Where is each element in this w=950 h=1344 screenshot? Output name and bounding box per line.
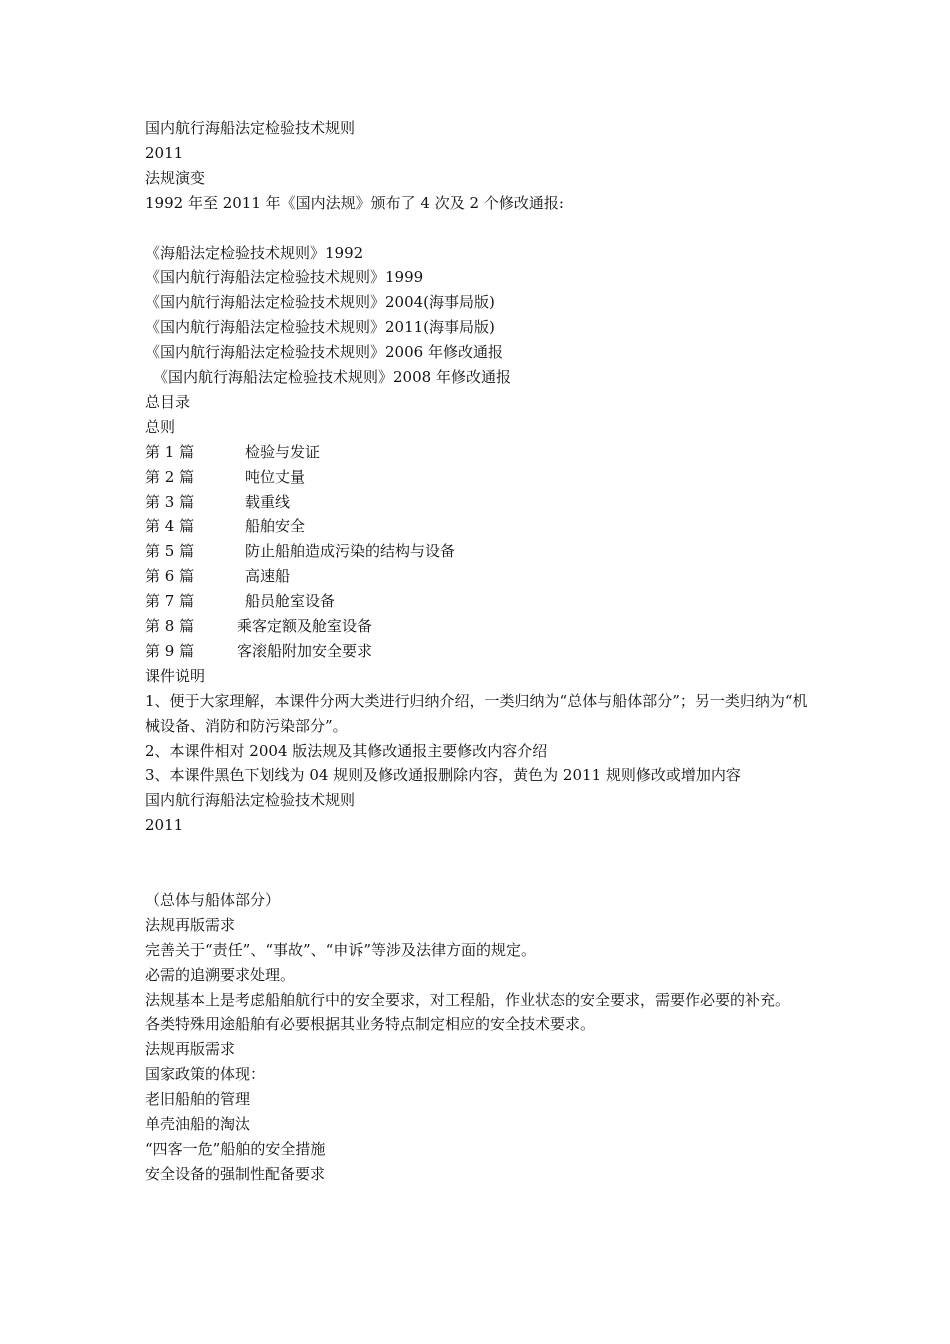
history-heading: 法规演变 [145,168,206,187]
revision-heading: 法规再版需求 [145,915,236,934]
toc-item-title: 乘客定额及舱室设备 [237,617,373,635]
toc-item-number: 第 6 篇 [145,567,195,586]
notes-heading: 课件说明 [145,666,206,685]
toc-item-title: 吨位丈量 [245,467,306,486]
toc-item-number: 第 9 篇 [145,641,195,660]
toc-item-title: 船员舱室设备 [245,592,336,611]
history-item: 《国内航行海船法定检验技术规则》1999 [145,268,424,287]
history-item: 《国内航行海船法定检验技术规则》2008 年修改通报 [153,368,511,387]
policy-item: 单壳油船的淘汰 [145,1115,251,1134]
document-title: 国内航行海船法定检验技术规则 [145,791,356,810]
toc-item-title: 船舶安全 [245,517,306,536]
toc-item-title: 检验与发证 [245,442,321,461]
history-item: 《国内航行海船法定检验技术规则》2004(海事局版) [145,293,495,312]
toc-item-number: 第 7 篇 [145,592,195,611]
toc-item-title: 客滚船附加安全要求 [237,641,373,660]
document-title: 国内航行海船法定检验技术规则 [145,119,356,137]
revision-heading: 法规再版需求 [145,1040,236,1059]
policy-item: “四客一危”船舶的安全措施 [145,1139,326,1158]
toc-item [145,490,815,515]
document-year: 2011 [145,816,184,835]
history-item: 《国内航行海船法定检验技术规则》2011(海事局版) [145,318,495,337]
revision-item: 法规基本上是考虑船舶航行中的安全要求，对工程船，作业状态的安全要求，需要作必要的补充。 [145,990,791,1009]
note-item: 3、本课件黑色下划线为 04 规则及修改通报删除内容，黄色为 2011 规则修改或增加内容 [145,766,741,785]
revision-item: 各类特殊用途船舶有必要根据其业务特点制定相应的安全技术要求。 [145,1015,596,1034]
policy-heading: 国家政策的体现： [145,1065,266,1084]
toc-item [145,614,815,639]
toc-item [145,589,815,614]
note-item: 2、本课件相对 2004 版法规及其修改通报主要修改内容介绍 [145,741,548,760]
toc-item [145,440,815,465]
toc-item-number: 第 5 篇 [145,542,195,561]
history-item: 《海船法定检验技术规则》1992 [145,243,364,262]
history-intro: 1992 年至 2011 年《国内法规》颁布了 4 次及 2 个修改通报: [145,193,564,212]
toc-item-number: 第 2 篇 [145,467,195,486]
document-body [145,116,815,1187]
document-year: 2011 [145,143,184,162]
note-item: 1、便于大家理解，本课件分两大类进行归纳介绍，一类归纳为“总体与船体部分”；另一类归纳为“机械设备、消防和防污染部分”。 [145,691,808,735]
blank-line [145,216,815,241]
toc-heading: 总目录 [145,392,191,411]
blank-line [145,838,815,863]
toc-general: 总则 [145,417,176,436]
policy-item: 老旧船舶的管理 [145,1090,251,1109]
toc-item-title: 载重线 [245,492,291,511]
policy-item: 安全设备的强制性配备要求 [145,1164,326,1183]
revision-item: 必需的追溯要求处理。 [145,965,296,984]
toc-item-number: 第 1 篇 [145,442,195,461]
toc-item [145,465,815,490]
blank-line [145,863,815,888]
toc-item-title: 防止船舶造成污染的结构与设备 [245,542,456,561]
toc-item [145,539,815,564]
history-item: 《国内航行海船法定检验技术规则》2006 年修改通报 [145,343,503,362]
revision-item: 完善关于“责任”、“事故”、“申诉”等涉及法律方面的规定。 [145,940,537,959]
toc-item [145,639,815,664]
toc-item [145,514,815,539]
toc-item-number: 第 8 篇 [145,617,195,635]
toc-item-title: 高速船 [245,567,291,586]
toc-item-number: 第 3 篇 [145,492,195,511]
section-label: （总体与船体部分） [145,890,281,909]
toc-item [145,564,815,589]
toc-item-number: 第 4 篇 [145,517,195,536]
